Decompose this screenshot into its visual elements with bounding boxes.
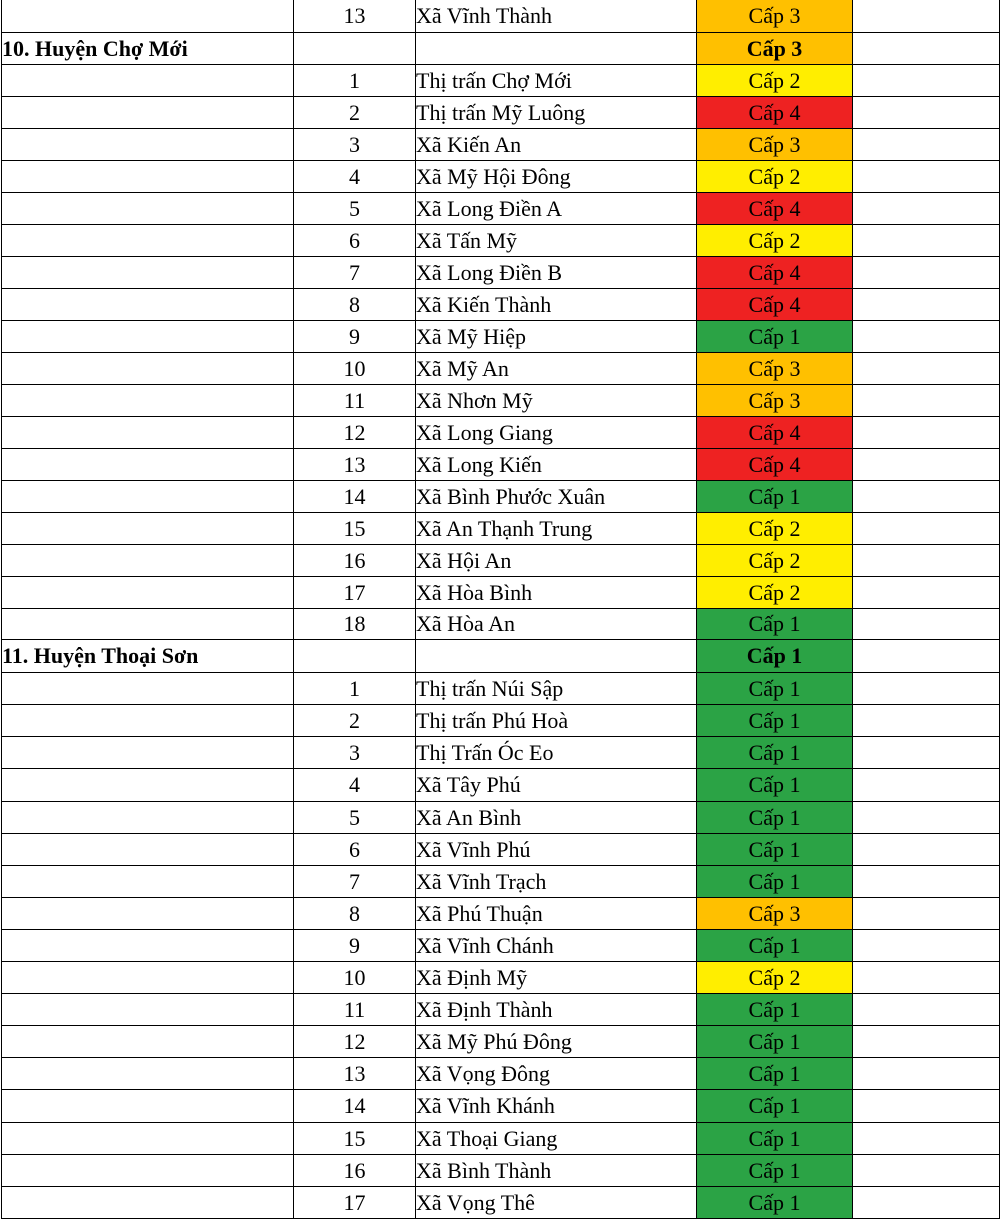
table-row xyxy=(2,994,1000,1026)
index-cell: 4 xyxy=(294,769,416,802)
district-cell xyxy=(2,513,294,545)
empty-cell xyxy=(853,289,1000,321)
commune-name-cell: Xã Long Kiến xyxy=(416,449,697,481)
risk-level-cell: Cấp 1 xyxy=(697,930,853,962)
district-cell xyxy=(2,321,294,353)
empty-cell xyxy=(853,161,1000,193)
district-cell: 10. Huyện Chợ Mới xyxy=(2,33,294,65)
table-row xyxy=(2,545,1000,577)
district-cell xyxy=(2,769,294,802)
table-body xyxy=(2,0,1000,1219)
commune-name-cell: Xã Định Thành xyxy=(416,994,697,1026)
risk-level-cell: Cấp 1 xyxy=(697,994,853,1026)
empty-cell xyxy=(853,321,1000,353)
risk-level-cell: Cấp 2 xyxy=(697,161,853,193)
risk-level-cell: Cấp 4 xyxy=(697,97,853,129)
commune-name-cell: Xã Long Điền B xyxy=(416,257,697,289)
commune-name-cell: Xã Vĩnh Chánh xyxy=(416,930,697,962)
index-cell: 9 xyxy=(294,930,416,962)
empty-cell xyxy=(853,449,1000,481)
table-row xyxy=(2,930,1000,962)
empty-cell xyxy=(853,1123,1000,1155)
commune-name-cell: Xã Bình Phước Xuân xyxy=(416,481,697,513)
index-cell: 2 xyxy=(294,705,416,737)
district-cell xyxy=(2,193,294,225)
commune-name-cell: Xã Mỹ Hội Đông xyxy=(416,161,697,193)
district-cell xyxy=(2,417,294,449)
district-cell xyxy=(2,673,294,705)
table-row xyxy=(2,1058,1000,1090)
table-row xyxy=(2,866,1000,898)
index-cell: 7 xyxy=(294,257,416,289)
table-row xyxy=(2,385,1000,417)
district-cell xyxy=(2,1058,294,1090)
empty-cell xyxy=(853,802,1000,834)
district-cell xyxy=(2,1123,294,1155)
district-cell xyxy=(2,449,294,481)
table-row xyxy=(2,161,1000,193)
empty-cell xyxy=(853,994,1000,1026)
district-cell xyxy=(2,225,294,257)
risk-level-cell: Cấp 1 xyxy=(697,609,853,640)
table-row xyxy=(2,257,1000,289)
table-row xyxy=(2,802,1000,834)
index-cell: 15 xyxy=(294,513,416,545)
commune-name-cell: Xã Long Điền A xyxy=(416,193,697,225)
index-cell: 18 xyxy=(294,609,416,640)
risk-level-cell: Cấp 1 xyxy=(697,705,853,737)
index-cell: 10 xyxy=(294,353,416,385)
index-cell: 17 xyxy=(294,577,416,609)
table-row xyxy=(2,673,1000,705)
table-row xyxy=(2,898,1000,930)
empty-cell xyxy=(853,33,1000,65)
risk-level-cell: Cấp 1 xyxy=(697,481,853,513)
commune-name-cell: Thị Trấn Óc Eo xyxy=(416,737,697,769)
index-cell: 7 xyxy=(294,866,416,898)
table-row xyxy=(2,737,1000,769)
table-row xyxy=(2,417,1000,449)
commune-name-cell: Xã Long Giang xyxy=(416,417,697,449)
table-row xyxy=(2,129,1000,161)
empty-cell xyxy=(853,930,1000,962)
commune-name-cell: Xã Kiến An xyxy=(416,129,697,161)
commune-name-cell: Xã Vĩnh Khánh xyxy=(416,1090,697,1123)
empty-cell xyxy=(853,609,1000,640)
table-row xyxy=(2,705,1000,737)
commune-name-cell: Xã Kiến Thành xyxy=(416,289,697,321)
district-cell xyxy=(2,994,294,1026)
index-cell: 13 xyxy=(294,0,416,33)
table-row xyxy=(2,962,1000,994)
district-row xyxy=(2,640,1000,673)
table-row xyxy=(2,0,1000,33)
empty-cell xyxy=(853,737,1000,769)
empty-cell xyxy=(853,1090,1000,1123)
index-cell: 15 xyxy=(294,1123,416,1155)
table-row xyxy=(2,834,1000,866)
index-cell: 5 xyxy=(294,802,416,834)
table-row xyxy=(2,513,1000,545)
risk-level-cell: Cấp 1 xyxy=(697,1058,853,1090)
empty-cell xyxy=(853,545,1000,577)
table-row xyxy=(2,769,1000,802)
empty-cell xyxy=(853,193,1000,225)
index-cell: 1 xyxy=(294,65,416,97)
commune-name-cell: Xã Mỹ An xyxy=(416,353,697,385)
index-cell: 13 xyxy=(294,449,416,481)
commune-name-cell: Xã Định Mỹ xyxy=(416,962,697,994)
commune-name-cell: Xã Hòa An xyxy=(416,609,697,640)
empty-cell xyxy=(853,673,1000,705)
index-cell: 1 xyxy=(294,673,416,705)
empty-cell xyxy=(853,1187,1000,1219)
risk-level-cell: Cấp 1 xyxy=(697,834,853,866)
risk-level-cell: Cấp 1 xyxy=(697,1123,853,1155)
risk-level-cell: Cấp 3 xyxy=(697,385,853,417)
district-cell xyxy=(2,1090,294,1123)
table-row xyxy=(2,289,1000,321)
empty-cell xyxy=(853,898,1000,930)
empty-cell xyxy=(853,257,1000,289)
commune-name-cell: Xã Thoại Giang xyxy=(416,1123,697,1155)
risk-level-cell: Cấp 3 xyxy=(697,0,853,33)
district-cell xyxy=(2,930,294,962)
risk-level-cell: Cấp 4 xyxy=(697,257,853,289)
index-cell: 14 xyxy=(294,1090,416,1123)
commune-name-cell: Xã Hội An xyxy=(416,545,697,577)
district-cell xyxy=(2,97,294,129)
district-cell xyxy=(2,705,294,737)
commune-name-cell: Xã Mỹ Hiệp xyxy=(416,321,697,353)
district-cell xyxy=(2,65,294,97)
district-cell xyxy=(2,289,294,321)
risk-level-cell: Cấp 1 xyxy=(697,1026,853,1058)
risk-level-cell: Cấp 4 xyxy=(697,193,853,225)
table-row xyxy=(2,481,1000,513)
risk-level-cell: Cấp 1 xyxy=(697,1090,853,1123)
district-cell: 11. Huyện Thoại Sơn xyxy=(2,640,294,673)
index-cell: 16 xyxy=(294,1155,416,1187)
commune-name-cell: Xã Phú Thuận xyxy=(416,898,697,930)
district-cell xyxy=(2,385,294,417)
risk-level-cell: Cấp 1 xyxy=(697,1187,853,1219)
commune-name-cell: Xã An Bình xyxy=(416,802,697,834)
commune-name-cell: Xã Vĩnh Trạch xyxy=(416,866,697,898)
district-cell xyxy=(2,1026,294,1058)
empty-cell xyxy=(853,834,1000,866)
district-cell xyxy=(2,257,294,289)
risk-level-cell: Cấp 4 xyxy=(697,449,853,481)
empty-cell xyxy=(853,640,1000,673)
empty-cell xyxy=(853,866,1000,898)
table-row xyxy=(2,97,1000,129)
risk-level-cell: Cấp 3 xyxy=(697,898,853,930)
index-cell: 11 xyxy=(294,994,416,1026)
empty-cell xyxy=(853,705,1000,737)
risk-level-cell: Cấp 1 xyxy=(697,769,853,802)
index-cell: 16 xyxy=(294,545,416,577)
empty-cell xyxy=(853,1058,1000,1090)
index-cell: 8 xyxy=(294,898,416,930)
commune-name-cell: Thị trấn Núi Sập xyxy=(416,673,697,705)
commune-name-cell: Xã Hòa Bình xyxy=(416,577,697,609)
commune-name-cell xyxy=(416,33,697,65)
district-cell xyxy=(2,609,294,640)
commune-name-cell: Xã Vọng Thê xyxy=(416,1187,697,1219)
index-cell: 8 xyxy=(294,289,416,321)
risk-level-cell: Cấp 1 xyxy=(697,1155,853,1187)
empty-cell xyxy=(853,513,1000,545)
district-cell xyxy=(2,1155,294,1187)
district-cell xyxy=(2,802,294,834)
commune-name-cell: Xã Vĩnh Phú xyxy=(416,834,697,866)
commune-name-cell: Xã Tây Phú xyxy=(416,769,697,802)
index-cell: 12 xyxy=(294,1026,416,1058)
table-row xyxy=(2,1187,1000,1219)
commune-name-cell: Xã Vĩnh Thành xyxy=(416,0,697,33)
index-cell xyxy=(294,33,416,65)
index-cell: 17 xyxy=(294,1187,416,1219)
commune-name-cell: Xã Mỹ Phú Đông xyxy=(416,1026,697,1058)
index-cell: 9 xyxy=(294,321,416,353)
commune-name-cell: Thị trấn Chợ Mới xyxy=(416,65,697,97)
empty-cell xyxy=(853,353,1000,385)
empty-cell xyxy=(853,97,1000,129)
empty-cell xyxy=(853,769,1000,802)
risk-level-cell: Cấp 3 xyxy=(697,353,853,385)
table-row xyxy=(2,1026,1000,1058)
table-row xyxy=(2,1090,1000,1123)
index-cell: 3 xyxy=(294,737,416,769)
commune-name-cell: Xã Vọng Đông xyxy=(416,1058,697,1090)
commune-name-cell xyxy=(416,640,697,673)
district-cell xyxy=(2,545,294,577)
table-row xyxy=(2,609,1000,640)
risk-level-table xyxy=(1,0,1000,1219)
risk-level-cell: Cấp 3 xyxy=(697,33,853,65)
risk-level-cell: Cấp 4 xyxy=(697,417,853,449)
empty-cell xyxy=(853,1026,1000,1058)
empty-cell xyxy=(853,1155,1000,1187)
index-cell: 6 xyxy=(294,834,416,866)
empty-cell xyxy=(853,962,1000,994)
index-cell: 5 xyxy=(294,193,416,225)
empty-cell xyxy=(853,481,1000,513)
commune-name-cell: Thị trấn Mỹ Luông xyxy=(416,97,697,129)
empty-cell xyxy=(853,385,1000,417)
index-cell: 14 xyxy=(294,481,416,513)
district-cell xyxy=(2,866,294,898)
risk-level-cell: Cấp 2 xyxy=(697,962,853,994)
commune-name-cell: Xã Tấn Mỹ xyxy=(416,225,697,257)
table-row xyxy=(2,65,1000,97)
index-cell xyxy=(294,640,416,673)
risk-level-cell: Cấp 1 xyxy=(697,866,853,898)
risk-level-cell: Cấp 1 xyxy=(697,640,853,673)
table-row xyxy=(2,449,1000,481)
risk-level-cell: Cấp 1 xyxy=(697,737,853,769)
empty-cell xyxy=(853,0,1000,33)
commune-name-cell: Xã Nhơn Mỹ xyxy=(416,385,697,417)
district-cell xyxy=(2,737,294,769)
table-row xyxy=(2,193,1000,225)
commune-name-cell: Xã An Thạnh Trung xyxy=(416,513,697,545)
commune-name-cell: Xã Bình Thành xyxy=(416,1155,697,1187)
empty-cell xyxy=(853,129,1000,161)
commune-name-cell: Thị trấn Phú Hoà xyxy=(416,705,697,737)
risk-level-cell: Cấp 1 xyxy=(697,802,853,834)
risk-level-cell: Cấp 4 xyxy=(697,289,853,321)
index-cell: 3 xyxy=(294,129,416,161)
district-cell xyxy=(2,962,294,994)
risk-level-cell: Cấp 1 xyxy=(697,321,853,353)
index-cell: 10 xyxy=(294,962,416,994)
index-cell: 2 xyxy=(294,97,416,129)
empty-cell xyxy=(853,577,1000,609)
district-cell xyxy=(2,0,294,33)
risk-level-cell: Cấp 3 xyxy=(697,129,853,161)
risk-level-cell: Cấp 1 xyxy=(697,673,853,705)
table-row xyxy=(2,1155,1000,1187)
empty-cell xyxy=(853,65,1000,97)
empty-cell xyxy=(853,225,1000,257)
district-cell xyxy=(2,1187,294,1219)
index-cell: 13 xyxy=(294,1058,416,1090)
district-row xyxy=(2,33,1000,65)
table-row xyxy=(2,321,1000,353)
risk-level-cell: Cấp 2 xyxy=(697,65,853,97)
table-row xyxy=(2,577,1000,609)
index-cell: 11 xyxy=(294,385,416,417)
risk-level-cell: Cấp 2 xyxy=(697,577,853,609)
table-row xyxy=(2,1123,1000,1155)
district-cell xyxy=(2,161,294,193)
empty-cell xyxy=(853,417,1000,449)
district-cell xyxy=(2,898,294,930)
risk-level-cell: Cấp 2 xyxy=(697,513,853,545)
district-cell xyxy=(2,481,294,513)
table-row xyxy=(2,225,1000,257)
risk-level-cell: Cấp 2 xyxy=(697,545,853,577)
index-cell: 4 xyxy=(294,161,416,193)
table-row xyxy=(2,353,1000,385)
district-cell xyxy=(2,577,294,609)
index-cell: 6 xyxy=(294,225,416,257)
district-cell xyxy=(2,129,294,161)
index-cell: 12 xyxy=(294,417,416,449)
risk-level-cell: Cấp 2 xyxy=(697,225,853,257)
district-cell xyxy=(2,353,294,385)
district-cell xyxy=(2,834,294,866)
